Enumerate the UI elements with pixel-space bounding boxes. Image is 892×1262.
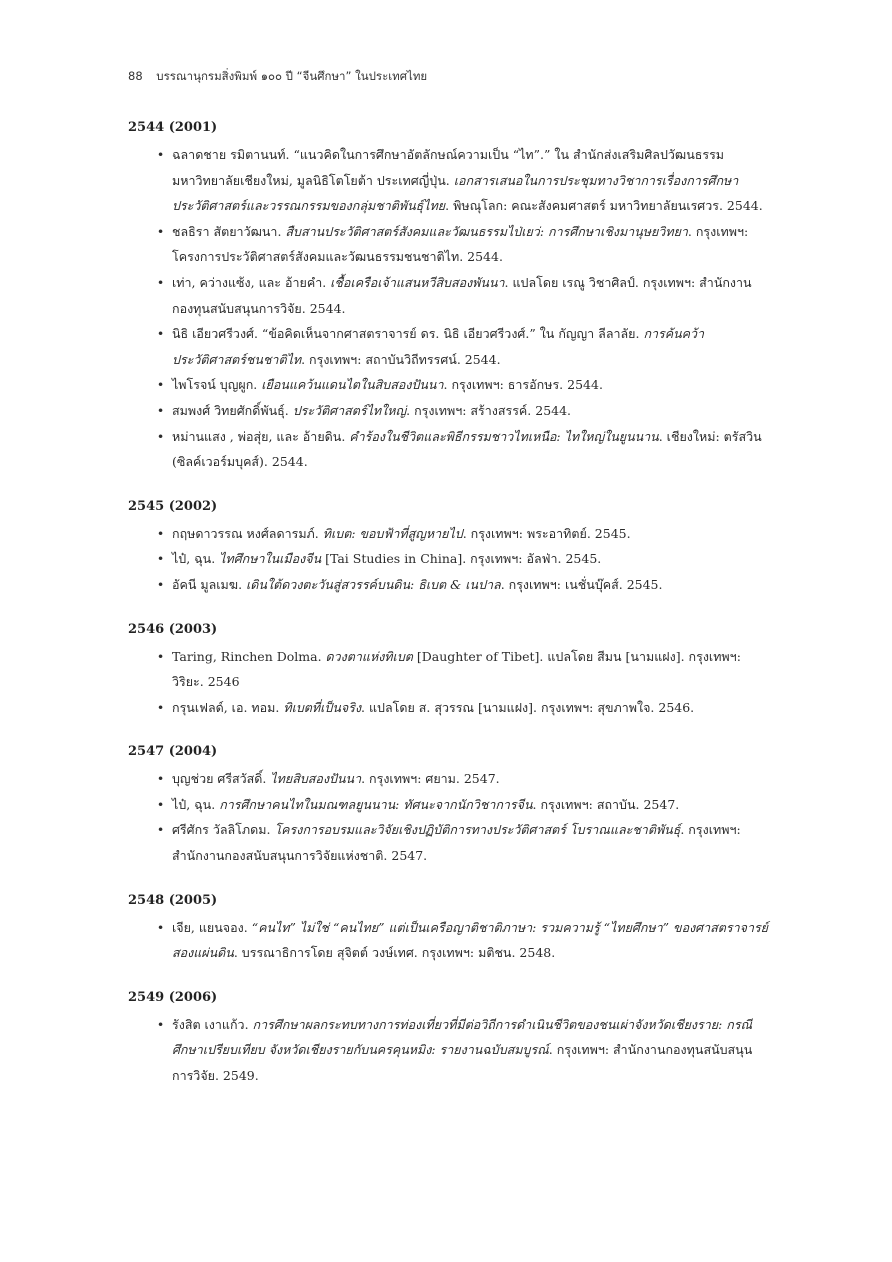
entry-title: ทิเบตที่เป็นจริง [283, 699, 362, 715]
bullet-icon: • [156, 699, 165, 715]
bullet-icon: • [156, 1016, 165, 1032]
bullet-icon: • [156, 551, 165, 567]
bullet-icon: • [156, 648, 165, 664]
entry-title: คำร้องในชีวิตและพิธีกรรมชาวไทเหนือ: ไทใหญ่ในยูนนาน [349, 428, 659, 444]
entry-title: การค้นคว้าประวัติศาสตร์ชนชาติไท [172, 326, 705, 367]
entry-list [128, 644, 768, 721]
entry-text: [Tai Studies in China]. กรุงเทพฯ: อัลฟ่า. 2545. [321, 551, 602, 567]
entry-text: . กรุงเทพฯ: ธารอักษร. 2544. [443, 377, 603, 393]
entry-text: รังสิต เงาแก้ว. [172, 1016, 253, 1032]
entry-text: นิธิ เอียวศรีวงศ์. “ข้อคิดเห็นจากศาสตราจารย์ ดร. นิธิ เอียวศรีวงศ์.” ใน กัญญา ลีลาลัย. [172, 326, 644, 342]
year-heading: 2544 (2001) [128, 120, 218, 135]
year-section [128, 497, 768, 598]
entry-text: ไป๋, ฉุน. [172, 796, 220, 812]
bibliography-content [128, 118, 768, 1111]
page-number: 88 [128, 69, 143, 83]
bullet-icon: • [156, 402, 165, 418]
entry-title: ไทยสิบสองปันนา [270, 771, 362, 787]
entry-text: ศรีศักร วัลลิโภดม. [172, 822, 275, 838]
entry-text: . กรุงเทพฯ: สถาบัน. 2547. [532, 796, 680, 812]
entry-title: ประวัติศาสตร์ไทใหญ่ [292, 402, 407, 418]
entry-list [128, 521, 768, 598]
entry-title: เชื้อเครือเจ้าแสนหวีสิบสองพันนา [330, 274, 505, 290]
year-heading: 2546 (2003) [128, 621, 218, 637]
bibliography-entry [128, 219, 768, 270]
bullet-icon: • [156, 428, 165, 444]
entry-text: ฉลาดชาย รมิตานนท์. “แนวคิดในการศึกษาอัตลักษณ์ความเป็น “ไท”.” ใน สำนักส่งเสริมศิลปวัฒนธรรม มหาวิทยาลัยเชียงใหม่, มูลนิธิโตโยต้า ประเทศญี่ปุ่น. [172, 147, 725, 188]
bullet-icon: • [156, 274, 165, 290]
entry-title: เยือนแคว้นแดนไตในสิบสองปันนา [261, 377, 444, 393]
bullet-icon: • [156, 771, 165, 787]
bibliography-entry [128, 644, 768, 695]
entry-text: . แปลโดย ส. สุวรรณ [นามแฝง]. กรุงเทพฯ: สุขภาพใจ. 2546. [361, 699, 695, 715]
entry-text: . กรุงเทพฯ: สำนักงานกองทุนสนับสนุนการวิจัย. 2549. [172, 1042, 753, 1084]
entry-text: กฤษดาวรรณ หงศ์ลดารมภ์. [172, 525, 323, 541]
entry-text: กรุนเฟลด์, เอ. ทอม. [172, 699, 284, 715]
year-heading: 2549 (2006) [128, 989, 218, 1005]
entry-text: . กรุงเทพฯ: สร้างสรรค์. 2544. [406, 402, 572, 418]
bullet-icon: • [156, 223, 165, 239]
year-heading: 2545 (2002) [128, 498, 218, 514]
entry-text: . พิษณุโลก: คณะสังคมศาสตร์ มหาวิทยาลัยนเรศวร. 2544. [445, 198, 763, 214]
bullet-icon: • [156, 796, 165, 812]
bibliography-entry [128, 792, 768, 818]
entry-list [128, 142, 768, 475]
bibliography-entry [128, 142, 768, 219]
entry-text: . กรุงเทพฯ: สำนักงานกองสนับสนุนการวิจัยแห่งชาติ. 2547. [172, 822, 741, 864]
year-section [128, 118, 768, 475]
bullet-icon: • [156, 525, 165, 541]
entry-text: สมพงศ์ วิทยศักดิ์พันธุ์. [172, 402, 293, 418]
entry-text: ไป๋, ฉุน. [172, 551, 220, 567]
entry-text: ไพโรจน์ บุญผูก. [172, 377, 262, 393]
bibliography-entry [128, 398, 768, 424]
bibliography-entry [128, 572, 768, 598]
bullet-icon: • [156, 326, 165, 342]
bibliography-entry [128, 817, 768, 868]
bullet-icon: • [156, 822, 165, 838]
entry-text: บุญช่วย ศรีสวัสดิ์. [172, 771, 271, 787]
entry-text: . กรุงเทพฯ: โครงการประวัติศาสตร์สังคมและวัฒนธรรมชนชาติไท. 2544. [172, 223, 749, 265]
bibliography-entry [128, 424, 768, 475]
bibliography-entry [128, 372, 768, 398]
year-heading: 2547 (2004) [128, 744, 218, 760]
entry-title: โครงการอบรมและวิจัยเชิงปฏิบัติการทางประวัติศาสตร์ โบราณและชาติพันธุ์ [274, 822, 681, 838]
entry-list [128, 766, 768, 868]
year-section [128, 742, 768, 868]
year-heading: 2548 (2005) [128, 892, 218, 908]
entry-text: . กรุงเทพฯ: ศยาม. 2547. [361, 771, 500, 787]
entry-text: หม่านแสง , พ่อสุ่ย, และ อ้ายดิน. [172, 428, 350, 444]
bibliography-entry [128, 695, 768, 721]
bibliography-entry [128, 270, 768, 321]
bibliography-entry [128, 915, 768, 966]
entry-text: Taring, Rinchen Dolma. [172, 648, 326, 664]
entry-text: ชลธิรา สัตยาวัฒนา. [172, 223, 286, 239]
bullet-icon: • [156, 576, 165, 592]
entry-title: “คนไท” ไม่ใช่ “คนไทย” แต่เป็นเครือญาติชาติภาษา: รวมความรู้ “ไทยศึกษา” ของศาสตราจารย์สองแผ่นดิน [172, 919, 769, 961]
running-header [128, 68, 427, 86]
entry-text: อัคนี มูลเมฆ. [172, 576, 247, 592]
year-section [128, 620, 768, 721]
year-section [128, 988, 768, 1089]
bibliography-entry [128, 321, 768, 372]
entry-text: . กรุงเทพฯ: เนชั่นบุ๊คส์. 2545. [500, 576, 663, 592]
entry-text: . กรุงเทพฯ: สถาบันวิถีทรรศน์. 2544. [301, 351, 501, 367]
entry-text: . แปลโดย เรณู วิชาศิลป์. กรุงเทพฯ: สำนักงานกองทุนสนับสนุนการวิจัย. 2544. [172, 274, 752, 316]
entry-title: ดวงตาแห่งทิเบต [325, 648, 413, 664]
running-title: บรรณานุกรมสิ่งพิมพ์ ๑๐๐ ปี “จีนศึกษา” ในประเทศไทย [156, 69, 428, 83]
bullet-icon: • [156, 919, 165, 935]
year-section [128, 891, 768, 966]
bibliography-entry [128, 521, 768, 547]
bibliography-entry [128, 546, 768, 572]
entry-title: เดินใต้ดวงตะวันสู่สวรรค์บนดิน: ธิเบต & เนปาล [246, 576, 501, 592]
entry-title: การศึกษาคนไทในมณฑลยูนนาน: ทัศนะจากนักวิชาการจีน [219, 796, 533, 812]
entry-text: เจีย, แยนจอง. [172, 919, 252, 935]
entry-list [128, 915, 768, 966]
entry-text: . เชียงใหม่: ตรัสวิน (ซิลค์เวอร์มบุคส์). 2544. [172, 428, 762, 470]
bibliography-entry [128, 1012, 768, 1089]
entry-title: สืบสานประวัติศาสตร์สังคมและวัฒนธรรมไป่เยว่: การศึกษาเชิงมานุษยวิทยา [285, 223, 688, 239]
entry-text: . กรุงเทพฯ: พระอาทิตย์. 2545. [462, 525, 631, 541]
bibliography-entry [128, 766, 768, 792]
entry-title: ไทศึกษาในเมืองจีน [219, 551, 322, 567]
entry-text: เท่า, คว่างแซ้ง, และ อ้ายคำ. [172, 274, 331, 290]
entry-text: [Daughter of Tibet]. แปลโดย สีมน [นามแฝง]. กรุงเทพฯ: วิริยะ. 2546 [172, 648, 741, 690]
entry-title: การศึกษาผลกระทบทางการท่องเที่ยวที่มีต่อวิถีการดำเนินชีวิตของชนเผ่าจังหวัดเชียงราย: กรณีศึกษาเปรียบเทียบ จังหวัดเชียงรายกับนครคุนหมิง: รายงานฉบับสมบูรณ์ [172, 1016, 753, 1058]
bullet-icon: • [156, 377, 165, 393]
entry-list [128, 1012, 768, 1089]
entry-title: เอกสารเสนอในการประชุมทางวิชาการเรื่องการศึกษาประวัติศาสตร์และวรรณกรรมของกลุ่มชาติพันธุ์ไทย [172, 172, 739, 214]
bullet-icon: • [156, 147, 165, 162]
entry-text: . บรรณาธิการโดย สุจิตต์ วงษ์เทศ. กรุงเทพฯ: มติชน. 2548. [233, 945, 556, 961]
entry-title: ทิเบต: ขอบฟ้าที่สูญหายไป [322, 525, 463, 541]
